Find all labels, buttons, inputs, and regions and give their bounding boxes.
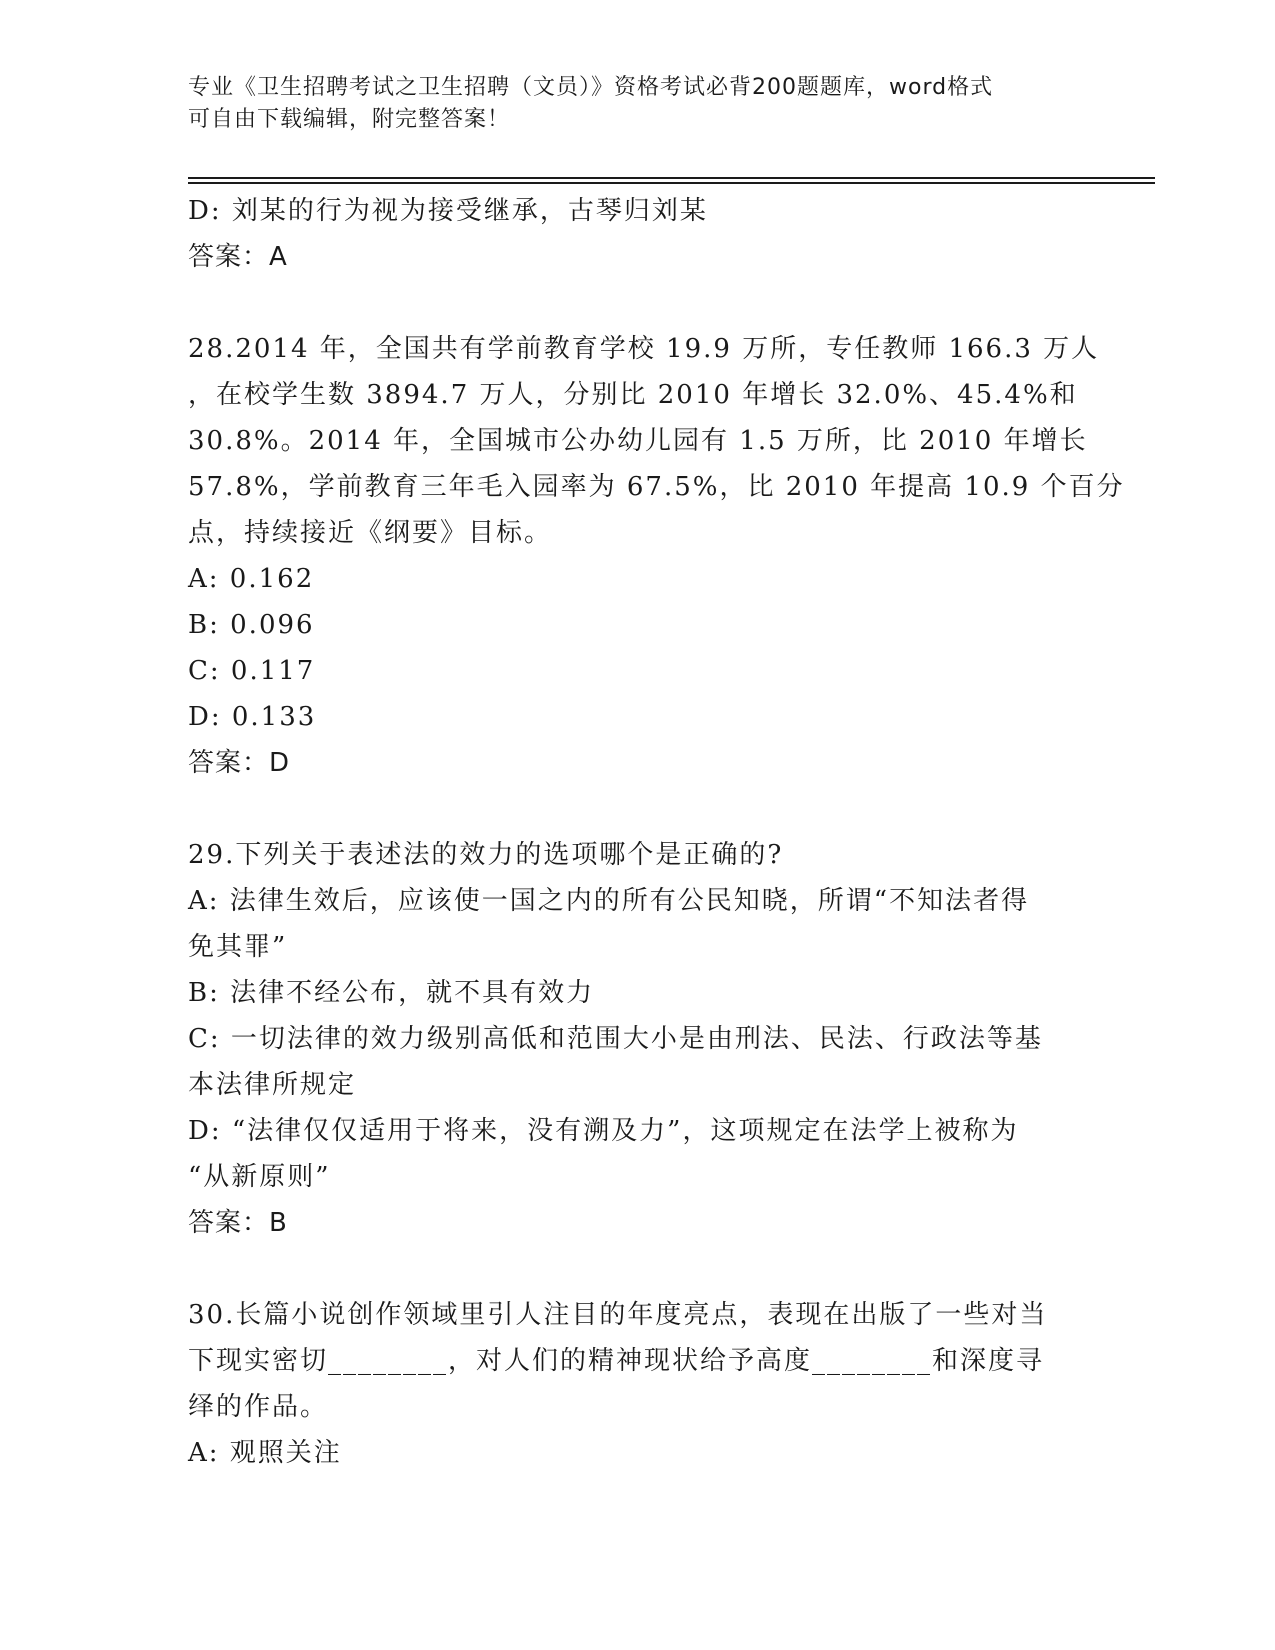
q30-text-line-3: 绎的作品。: [188, 1392, 329, 1422]
document-header: [188, 72, 1088, 136]
q30-option-a: A: 观照关注: [188, 1438, 342, 1468]
prev-answer: 答案：A: [188, 242, 288, 272]
header-divider-top: [188, 177, 1155, 179]
q28-option-a: A: 0.162: [188, 564, 315, 594]
q29-option-d-line-2: “从新原则”: [188, 1162, 331, 1192]
q29-option-d-line-1: D: “法律仅仅适用于将来，没有溯及力”，这项规定在法学上被称为: [188, 1116, 1019, 1146]
prev-option-d: D: 刘某的行为视为接受继承，古琴归刘某: [188, 196, 708, 226]
question-29: [188, 832, 1088, 1246]
q29-option-c-line-2: 本法律所规定: [188, 1070, 357, 1100]
q29-option-c-line-1: C: 一切法律的效力级别高低和范围大小是由刑法、民法、行政法等基: [188, 1024, 1043, 1054]
spacer: [188, 786, 1088, 832]
q28-text-line-3: 30.8%。2014 年，全国城市公办幼儿园有 1.5 万所，比 2010 年增长: [188, 426, 1088, 456]
q30-text-line-1: 30.长篇小说创作领域里引人注目的年度亮点，表现在出版了一些对当: [188, 1300, 1048, 1330]
q30-text-line-2: 下现实密切________，对人们的精神现状给予高度________和深度寻: [188, 1346, 1045, 1376]
header-divider-bottom: [188, 182, 1155, 184]
q28-option-c: C: 0.117: [188, 656, 316, 686]
document-body: [188, 188, 1125, 1476]
q29-text-line-1: 29.下列关于表述法的效力的选项哪个是正确的?: [188, 840, 784, 870]
q28-text-line-4: 57.8%，学前教育三年毛入园率为 67.5%，比 2010 年提高 10.9 个百分: [188, 472, 1125, 502]
q28-text-line-5: 点，持续接近《纲要》目标。: [188, 518, 553, 548]
spacer: [188, 280, 1088, 326]
spacer: [188, 1246, 1088, 1292]
q28-option-b: B: 0.096: [188, 610, 315, 640]
q29-option-a-line-1: A: 法律生效后，应该使一国之内的所有公民知晓，所谓“不知法者得: [188, 886, 1030, 916]
header-line-2: 可自由下载编辑，附完整答案！: [188, 107, 511, 132]
q28-text-line-2: ，在校学生数 3894.7 万人，分别比 2010 年增长 32.0%、45.4%和: [188, 380, 1078, 410]
q28-option-d: D: 0.133: [188, 702, 317, 732]
header-line-1: 专业《卫生招聘考试之卫生招聘（文员）》资格考试必背200题题库，word格式: [188, 75, 994, 100]
question-30: [188, 1292, 1088, 1476]
q29-option-b: B: 法律不经公布，就不具有效力: [188, 978, 595, 1008]
q29-answer: 答案：B: [188, 1208, 288, 1238]
q28-answer: 答案：D: [188, 748, 291, 778]
question-28: [188, 326, 1125, 786]
q28-text-line-1: 28.2014 年，全国共有学前教育学校 19.9 万所，专任教师 166.3 万人: [188, 334, 1100, 364]
q29-option-a-line-2: 免其罪”: [188, 932, 288, 962]
